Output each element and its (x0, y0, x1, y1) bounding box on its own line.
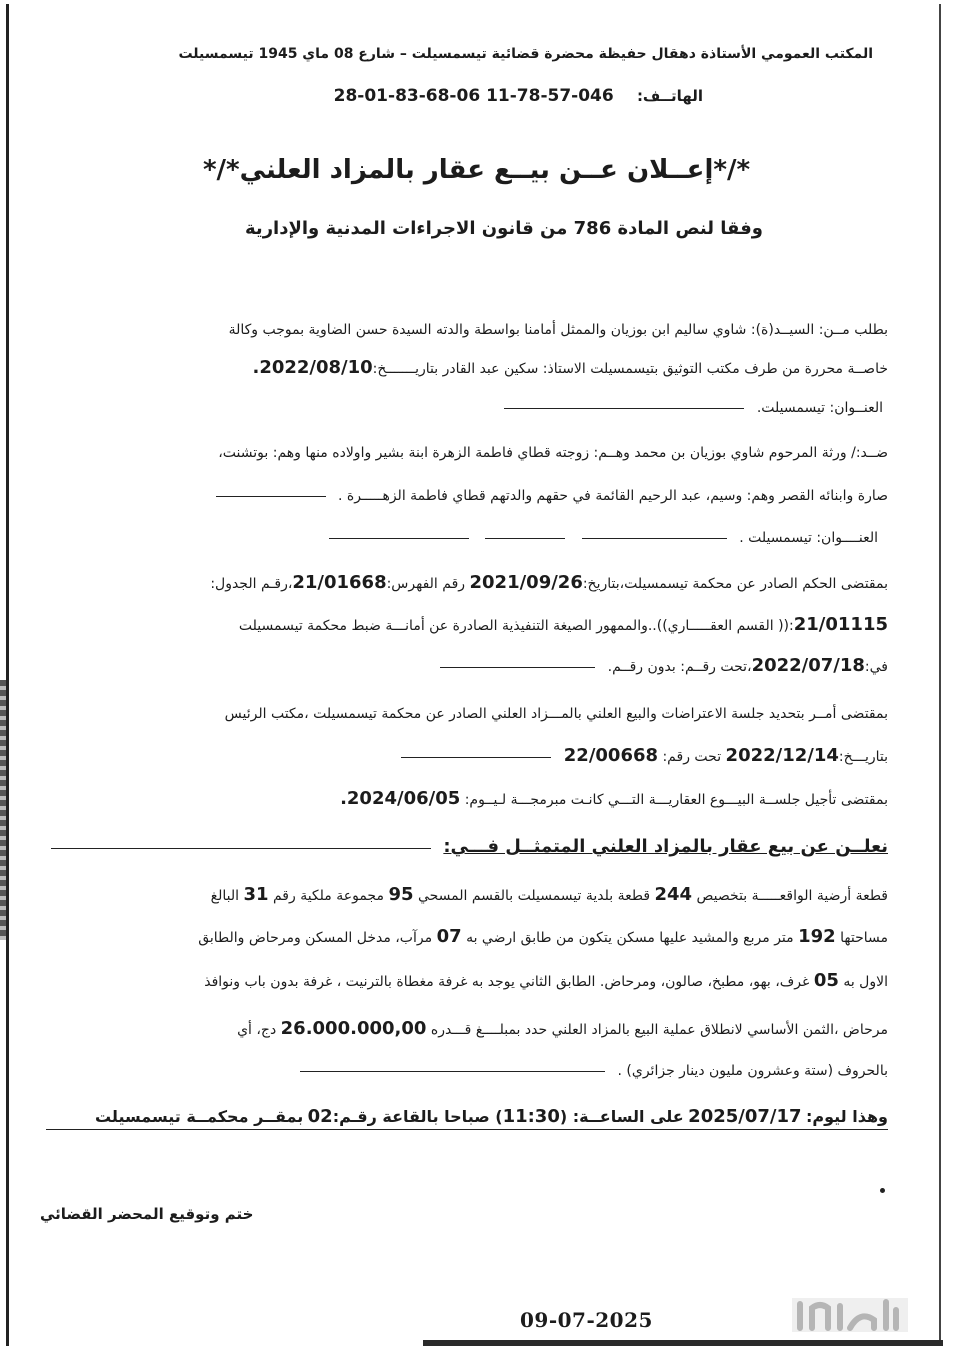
garage-count: 07 (436, 926, 462, 947)
property-text: مجموعة ملكية رقم (272, 888, 384, 904)
order-line-2 (401, 745, 888, 766)
fill-line (504, 407, 744, 409)
property-line-5 (300, 1063, 888, 1079)
defendants-line-2 (216, 488, 888, 504)
property-line-3 (204, 970, 888, 991)
property-text: دج، أي (237, 1022, 277, 1038)
order-date-label: بتاريـــخ: (838, 749, 888, 765)
defendants-line-2-text: صارة وابنائه القصر وهم: وسيم، عبد الرحيم القائمة في حقهم والدتهم قطاي فاطمة الزهـــــرة . (337, 488, 888, 504)
docket-label: ،رقـم الجدول: (210, 576, 293, 592)
sale-date-line (46, 1106, 888, 1130)
property-text: الاول به (843, 974, 888, 990)
property-line-2 (198, 926, 888, 947)
property-text: مرآب، مدخل المسكن ومرحاض والطابق (198, 930, 433, 946)
document-subtitle: وفقا لنص المادة 786 من قانون الاجراءات المدنية والإدارية (245, 218, 763, 239)
newspaper-logo (790, 1290, 910, 1336)
requester-address-text: العنــوان: تيسمسيلت. (756, 400, 883, 416)
fill-line (300, 1070, 605, 1072)
sale-text: على الساعــة: ( (559, 1107, 684, 1126)
phone-line (334, 86, 703, 106)
defendants-address-text: العنــــوان: تيسمسيلت . (739, 530, 878, 546)
property-line-1 (211, 884, 888, 905)
enforcement-date: 2022/07/18 (751, 655, 865, 676)
allotment-count: 244 (654, 884, 693, 905)
requester-line-2 (252, 357, 888, 378)
postponement-text: بمقتضى تأجيل جلســة البيـــوع العقاريـــة التـــي كانـت مبرمجـــة لـيــوم: (464, 792, 888, 808)
defendants-line-1: ضــد:/ ورثة المرحوم شاوي بوزيان بن محمد وهــم: زوجته قطاي فاطمة الزهرة ابنة بشير واولاده منها وهم: بوتشنت، (218, 445, 888, 461)
enforcement-number: ،تحت رقــم: بدون رقــم. (607, 659, 752, 675)
fill-line (485, 537, 565, 539)
phone-numbers: 28-01-83-68-06 11-78-57-046 (333, 86, 614, 106)
sale-text: وهذا ليوم: (805, 1107, 888, 1126)
property-text: قطعة بلدية تيسمسيلت بالقسم المسحي (417, 888, 651, 904)
base-price: 26.000.000,00 (280, 1018, 427, 1039)
property-text: البالغ (210, 888, 240, 904)
order-number: 22/00668 (563, 745, 659, 766)
requester-address (504, 400, 883, 416)
property-text: متر مربع والمشيد عليها مسكن يتكون من طابق ارضي به (466, 930, 794, 946)
area-value: 192 (798, 926, 836, 947)
rooms-count: 05 (813, 970, 839, 991)
judgment-line-1 (210, 572, 888, 593)
judgment-line-2 (239, 614, 888, 635)
order-number-label: تحت رقم: (662, 749, 722, 765)
phone-label: الهاتــف: (636, 87, 703, 105)
signature-label: ختم وتوقيع المحضر القضائي (40, 1205, 254, 1223)
requester-line-1: بطلب مــن: السيــد(ة): شاوي ساليم ابن بوزيان والممثل أمامنا بواسطة والدته السيدة حسن الضاوية بموجب وكالة (228, 322, 888, 338)
scan-bottom-edge (423, 1340, 943, 1346)
hall-number: 02 (307, 1106, 333, 1127)
judgment-line-3 (440, 655, 888, 676)
requester-line-2-text: خاصــة محررة من طرف مكتب التوثيق بتيسمسيلت الاستاذ: سكين عبد القادر بتاريـــــــخ: (372, 361, 888, 377)
office-header: المكتب العمومي الأستاذة دهقال حفيظة محضرة قضائية تيسمسيلت – شارع 08 ماي 1945 تيسمسيلت (178, 46, 873, 62)
announcement-line (51, 836, 888, 857)
docket-number: 21/01115 (793, 614, 888, 635)
sale-time: 11:30 (502, 1106, 560, 1127)
sale-date: 2025/07/17 (688, 1106, 802, 1127)
fill-line (401, 756, 551, 758)
sale-location: بمقــر محكمــة تيسمسيلت (94, 1107, 304, 1126)
index-number: 21/01668 (292, 572, 387, 593)
on-label: في: (864, 659, 888, 675)
footer-date: 09-07-2025 (520, 1308, 653, 1332)
announcement-text: نعلــن عن بيع عقار بالمزاد العلني المتمثــل فـــي: (443, 836, 888, 857)
fill-line (216, 495, 326, 497)
power-of-attorney-date: 2022/08/10. (252, 357, 373, 378)
order-date: 2022/12/14 (725, 745, 839, 766)
survey-section: 95 (388, 884, 414, 905)
property-text: مرحاض ،الثمن الأساسي لانطلاق عملية البيع بالمزاد العلني حدد بمبلــــغ قـــدره (430, 1022, 888, 1038)
fill-line (329, 537, 469, 539)
defendants-address (329, 530, 878, 546)
property-text: قطعة أرضية الواقعـــــة بتخصيص (696, 888, 888, 904)
postponement-line (340, 788, 888, 809)
fill-line (440, 666, 595, 668)
fill-line (582, 537, 727, 539)
order-line-1: بمقتضى أمــر بتحديد جلسة الاعتراضات والبيع العلني بالمـــزاد العلني الصادر عن محكمة تيسمسيلت ،مكتب الرئيس (224, 706, 888, 722)
price-in-words: بالحروف (ستة وعشرون مليون دينار جزائري) . (617, 1063, 888, 1079)
property-line-4 (237, 1018, 888, 1039)
sale-text: ) صباحا بالقاعة رقـم: (332, 1107, 503, 1126)
property-text: غرف، بهو، مطبخ، صالون، ومرحاض. الطابق الثاني يوجد به غرفة مغطاة بالترنيت ، غرفة بدون باب ونوافذ (204, 974, 810, 990)
property-text: مساحتها (840, 930, 888, 946)
index-label: رقم الفهرس: (386, 576, 466, 592)
ink-dot (880, 1188, 885, 1193)
document-title: */*إعــلان عــن بيــع عقار بالمزاد العلني*/* (202, 155, 751, 185)
postponement-date: 2024/06/05. (340, 788, 461, 809)
judgment-intro: بمقتضى الحكم الصادر عن محكمة تيسمسيلت،بتاريخ: (582, 576, 888, 592)
ownership-group-number: 31 (243, 884, 269, 905)
judgment-line-2-text: :(( القسم العقـــــاري))..والممهور الصيغة التنفيذية الصادرة عن أمانـــة ضبط محكمة تيسمسيلت (238, 618, 794, 634)
scan-edge-mark (0, 680, 6, 940)
fill-line (51, 847, 431, 849)
judgment-date: 2021/09/26 (469, 572, 583, 593)
